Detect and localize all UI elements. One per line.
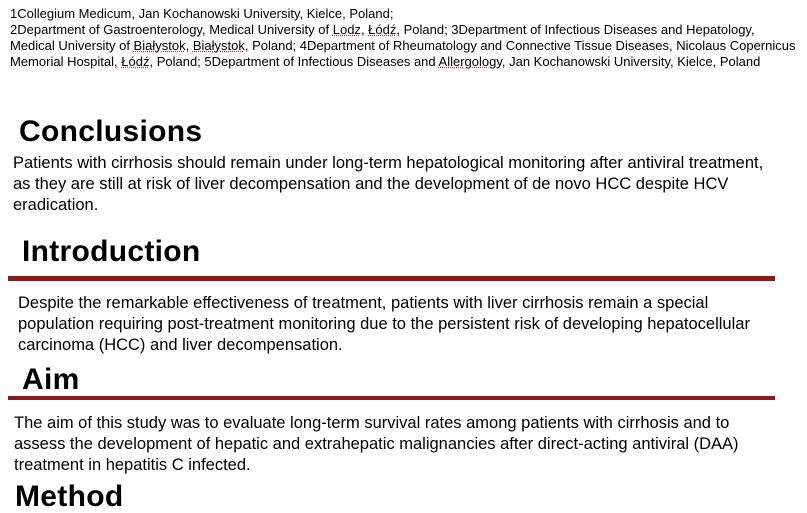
affil-city: Lodz <box>332 22 361 37</box>
affil-word: Allergology <box>438 54 502 69</box>
affil-text: , Poland; 4Department of Rheumatology and Connective Tissue Diseases, Nicolaus Copernicus Memorial Hospital, <box>10 38 796 69</box>
introduction-text: Despite the remarkable effectiveness of treatment, patients with liver cirrhosis remain a special population requiring post-treatment monitoring due to the persistent risk of developing hepatocellular carcinoma (HCC) and liver decompensation. <box>18 294 750 354</box>
affil-city: Łódź <box>368 22 397 37</box>
aim-heading: Aim <box>22 363 80 396</box>
affil-text: , Poland; 5Department of Infectious Diseases and <box>149 54 439 69</box>
conclusions-text: Patients with cirrhosis should remain under long-term hepatological monitoring after antiviral treatment, as they are still at risk of liver decompensation and the development of de novo HCC despite HCV eradication. <box>13 154 764 214</box>
conclusions-heading: Conclusions <box>19 115 203 148</box>
affil-text: , Jan Kochanowski University, Kielce, Poland <box>501 54 761 69</box>
affil-city: Łódź <box>121 54 150 69</box>
affil-text: , <box>185 38 193 53</box>
affiliation-line-2 <box>10 22 800 70</box>
affil-text: , <box>360 22 369 37</box>
aim-rule <box>8 396 775 400</box>
affiliation-line-1: 1Collegium Medicum, Jan Kochanowski University, Kielce, Poland; <box>10 6 394 21</box>
affil-text: , Poland; 3Department of Infectious Diseases and Hepatology, Medical University of <box>10 22 755 53</box>
affil-city: Białystok <box>192 38 245 53</box>
method-heading: Method <box>15 480 124 513</box>
affil-text: 2Department of Gastroenterology, Medical University of <box>10 22 333 37</box>
aim-text: The aim of this study was to evaluate long-term survival rates among patients with cirrhosis and to assess the development of hepatic and extrahepatic malignancies after direct-acting antiviral (DAA) treatment in hepatitis C infected. <box>14 414 739 474</box>
affil-city: Białystok <box>133 38 186 53</box>
affiliations <box>10 6 800 70</box>
introduction-rule <box>8 276 775 281</box>
introduction-heading: Introduction <box>22 235 201 268</box>
